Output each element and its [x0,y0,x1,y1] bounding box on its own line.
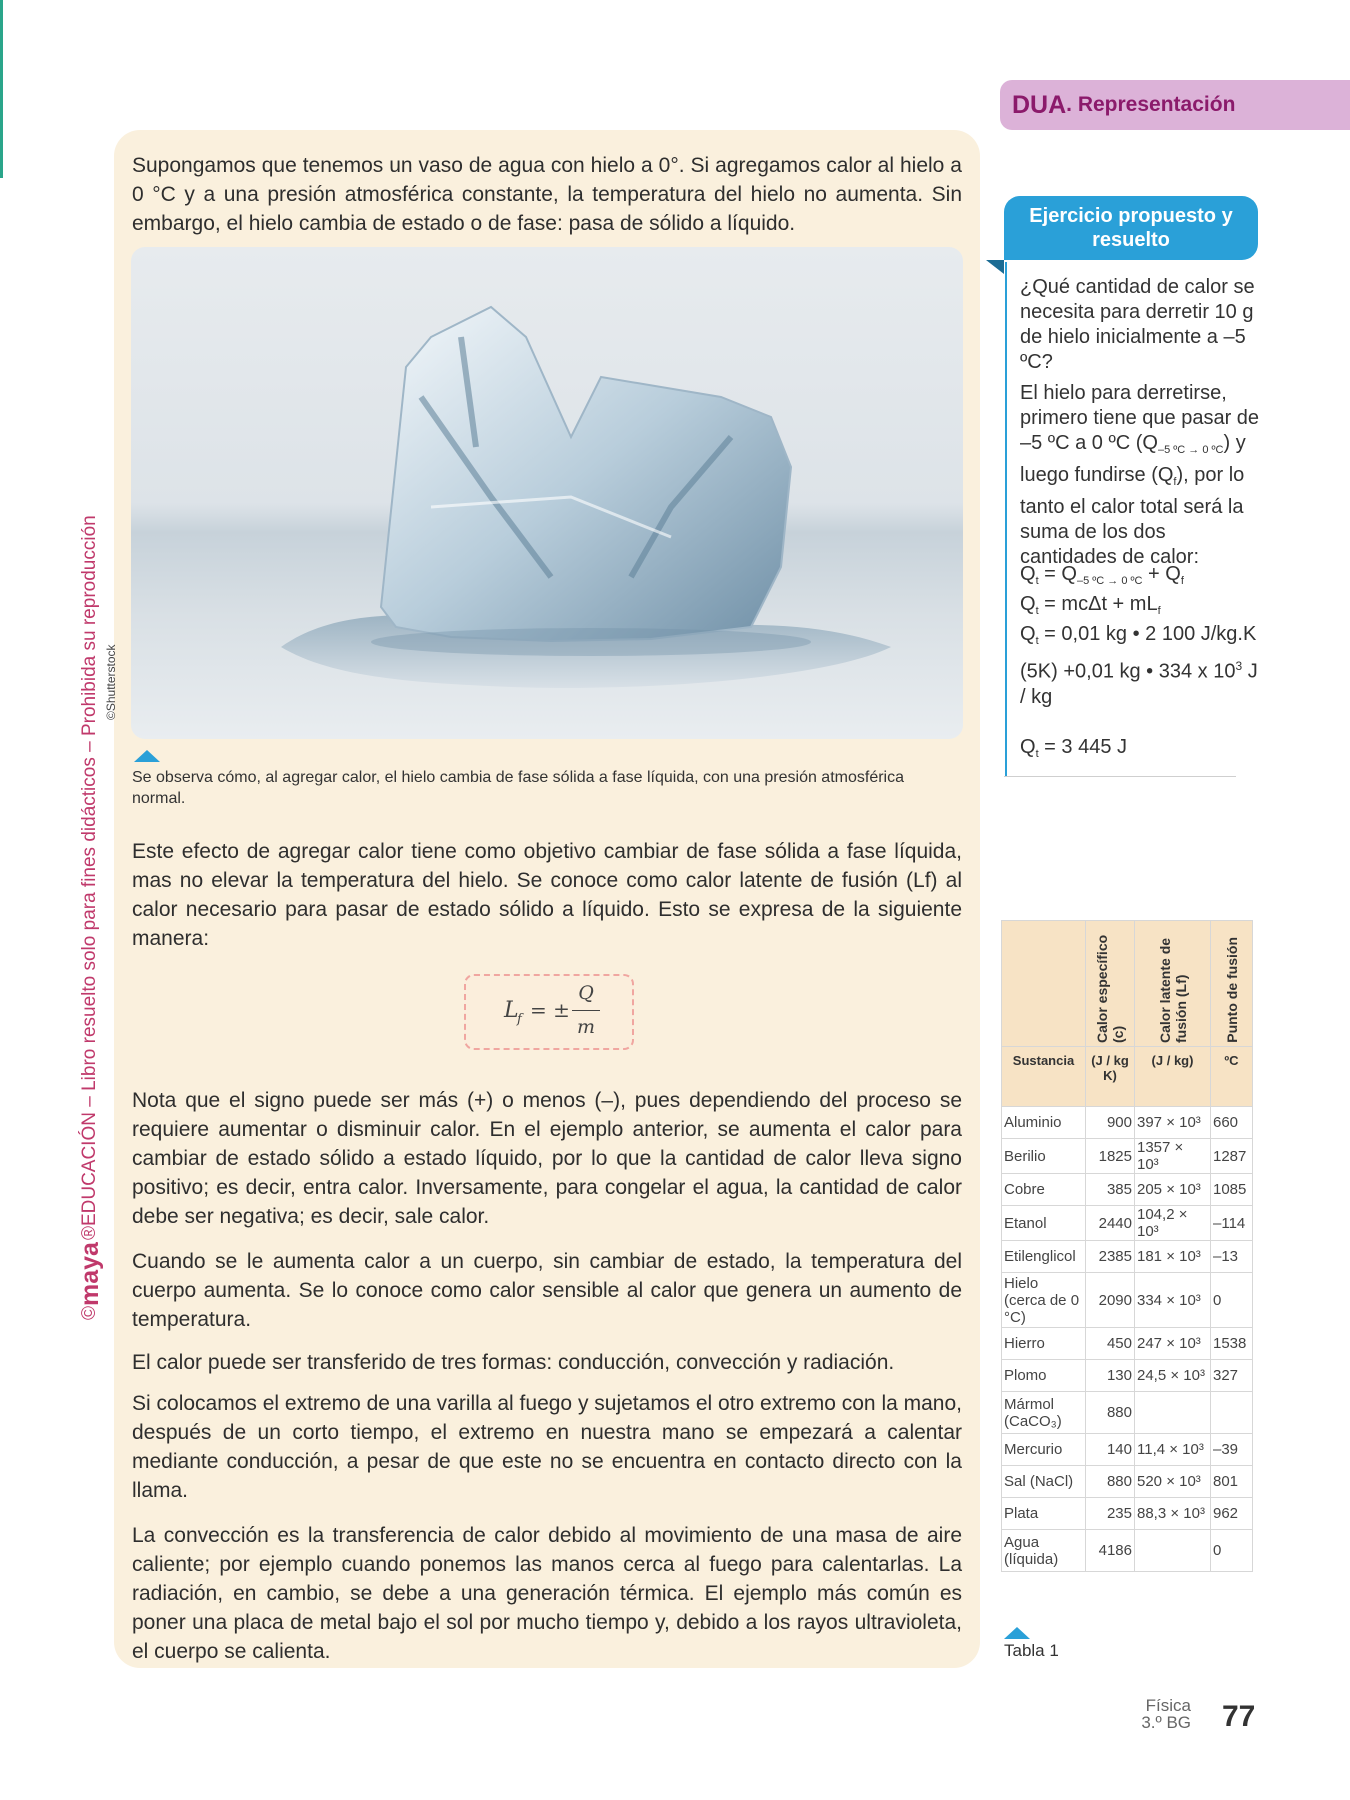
specific-heat-cell: 385 [1086,1174,1135,1206]
table-row [1002,1139,1253,1174]
caption-triangle-icon [134,750,160,762]
dua-label: DUA [1012,90,1067,119]
substance-cell: Berilio [1002,1139,1086,1174]
specific-heat-cell: 1825 [1086,1139,1135,1174]
substance-cell: Plata [1002,1498,1086,1530]
melting-point-cell: 962 [1211,1498,1253,1530]
substance-cell: Hierro [1002,1328,1086,1360]
formula-denominator: m [576,1016,596,1038]
dua-subtitle: . Representación [1066,93,1236,116]
copyright-symbol: © [79,1306,100,1320]
latent-heat-cell: 24,5 × 10³ [1135,1360,1211,1392]
melting-point-cell: 660 [1211,1107,1253,1139]
table-row [1002,1466,1253,1498]
table-caption-triangle-icon [1004,1627,1030,1639]
sign-paragraph: Nota que el signo puede ser más (+) o menos (–), pues dependiendo del proceso se requiere aumentar o disminuir calor. En el ejemplo anterior, se aumenta el calor para cambiar de estado sólido a estado líquido, por lo que la cantidad de calor lleva signo positivo; es decir, entra calor. Inversamente, para congelar el agua, la cantidad de calor debe ser negativa; es decir, sale calor. [132,1089,962,1228]
specific-heat-cell: 880 [1086,1392,1135,1434]
substance-cell: Etanol [1002,1206,1086,1241]
header-specific-heat: Calor específico (c) [1086,921,1135,1047]
footer-grade: 3.º BG [1141,1713,1191,1732]
latent-heat-formula [464,974,634,1050]
table-units-row [1002,1047,1253,1107]
ice-illustration [131,247,963,739]
melting-point-cell: 0 [1211,1530,1253,1572]
specific-heat-cell: 2090 [1086,1273,1135,1328]
fraction-bar [572,1010,600,1011]
melting-point-cell: 1085 [1211,1174,1253,1206]
substance-cell: Mármol (CaCO₃) [1002,1392,1086,1434]
melting-point-cell: –39 [1211,1434,1253,1466]
heat-properties-table [1001,920,1253,1572]
specific-heat-cell: 130 [1086,1360,1135,1392]
dua-banner [1000,80,1350,130]
unit-specific-heat: (J / kg K) [1086,1047,1135,1107]
formula-sub: f [517,1012,522,1027]
table-row [1002,1392,1253,1434]
substance-cell: Etilenglicol [1002,1241,1086,1273]
equation-total: $Q_t = Q_{-5 ºC \to 0 ºC} + Q_f$ [1020,563,1184,587]
table-row [1002,1498,1253,1530]
footer-subject-name: Física [1145,1696,1191,1715]
intro-paragraph: Supongamos que tenemos un vaso de agua con hielo a 0°. Si agregamos calor al hielo a 0 °C y a una presión atmosférica constante, la temperatura del hielo no aumenta. Sin embargo, el hielo cambia de estado o de fase: pasa de sólido a líquido. [132,154,962,235]
latent-heat-cell [1135,1392,1211,1434]
formula-eq: = ± [530,998,570,1022]
photo-caption: Se observa cómo, al agregar calor, el hielo cambia de fase sólida a fase líquida, con una presión atmosférica normal. [132,769,904,807]
side-copyright [70,460,110,1320]
substance-cell: Mercurio [1002,1434,1086,1466]
header-substance: Sustancia [1002,1047,1086,1107]
table-row [1002,1241,1253,1273]
header-blank [1002,921,1086,1047]
header-melting-point: Punto de fusión [1211,921,1253,1047]
exercise-header: Ejercicio propuesto y resuelto [1004,196,1258,260]
brand-logo: maya [75,1242,104,1306]
ice-photo [131,247,963,739]
melting-point-cell: 1287 [1211,1139,1253,1174]
table-header-row [1002,921,1253,1047]
substance-cell: Cobre [1002,1174,1086,1206]
latent-heat-cell: 520 × 10³ [1135,1466,1211,1498]
latent-heat-cell: 1357 × 10³ [1135,1139,1211,1174]
melting-point-cell: 327 [1211,1360,1253,1392]
exercise-side-line [1005,262,1007,777]
equation-expanded: $Q_t = mc\Delta t + mL_f$ [1020,593,1161,617]
table-row [1002,1273,1253,1328]
equation-substituted: $Q_t = 0,01$ kg • 2 100 J/kg.K (5K) +0,01 kg • 334 x $10^3$ J / kg [1020,623,1258,708]
latent-heat-cell [1135,1530,1211,1572]
edge-accent-bar [0,0,3,178]
table-row [1002,1360,1253,1392]
substance-cell: Hielo (cerca de 0 °C) [1002,1273,1086,1328]
sensible-heat-paragraph: Cuando se le aumenta calor a un cuerpo, sin cambiar de estado, la temperatura del cuerpo aumenta. Se lo conoce como calor sensible al calor que genera un aumento de temperatura. [132,1250,962,1331]
table-row [1002,1174,1253,1206]
copyright-text: ®EDUCACIÓN – Libro resuelto solo para fines didácticos – Prohibida su reproducción [79,515,100,1241]
specific-heat-cell: 4186 [1086,1530,1135,1572]
unit-melting-point: ºC [1211,1047,1253,1107]
specific-heat-cell: 450 [1086,1328,1135,1360]
melting-point-cell: 801 [1211,1466,1253,1498]
melting-point-cell: –13 [1211,1241,1253,1273]
substance-cell: Aluminio [1002,1107,1086,1139]
latent-heat-cell: 104,2 × 10³ [1135,1206,1211,1241]
page-number: 77 [1222,1700,1256,1733]
latent-heat-paragraph: Este efecto de agregar calor tiene como objetivo cambiar de fase sólida a fase líquida, mas no elevar la temperatura del hielo. Se conoce como calor latente de fusión (Lf) al calor necesario para pasar de estado sólido a líquido. Esto se expresa de la siguiente manera: [132,840,962,950]
specific-heat-cell: 2440 [1086,1206,1135,1241]
substance-cell: Sal (NaCl) [1002,1466,1086,1498]
latent-heat-cell: 205 × 10³ [1135,1174,1211,1206]
footer-subject [1131,1697,1191,1731]
substance-cell: Plomo [1002,1360,1086,1392]
latent-heat-cell: 397 × 10³ [1135,1107,1211,1139]
substance-cell: Agua (líquida) [1002,1530,1086,1572]
melting-point-cell: 0 [1211,1273,1253,1328]
latent-heat-cell: 11,4 × 10³ [1135,1434,1211,1466]
latent-heat-cell: 88,3 × 10³ [1135,1498,1211,1530]
specific-heat-cell: 140 [1086,1434,1135,1466]
specific-heat-cell: 880 [1086,1466,1135,1498]
unit-latent-heat: (J / kg) [1135,1047,1211,1107]
specific-heat-cell: 2385 [1086,1241,1135,1273]
exercise-explanation: El hielo para derretirse, primero tiene que pasar de –5 ºC a 0 ºC $(Q_{-5 ºC \to 0 ºC})$ y luego fundirse $(Q_f)$, por lo tanto el calor total será la suma de los dos cantidades de calor: [1020,382,1260,568]
table-row [1002,1328,1253,1360]
convection-paragraph: La convección es la transferencia de calor debido al movimiento de una masa de aire caliente; por ejemplo cuando ponemos las manos cerca al fuego para calentarlas. La radiación, en cambio, se debe a una generación térmica. El ejemplo más común es poner una placa de metal bajo el sol por mucho tiempo y, debido a los rayos ultravioleta, el cuerpo se calienta. [132,1524,962,1663]
exercise-question: ¿Qué cantidad de calor se necesita para derretir 10 g de hielo inicialmente a –5 ºC? [1020,276,1255,373]
latent-heat-cell: 247 × 10³ [1135,1328,1211,1360]
table-row [1002,1530,1253,1572]
equation-result: $Q_t = 3$ 445 J [1020,736,1128,760]
exercise-header-fold [986,260,1004,274]
latent-heat-cell: 181 × 10³ [1135,1241,1211,1273]
table-caption: Tabla 1 [1004,1641,1059,1660]
specific-heat-cell: 235 [1086,1498,1135,1530]
melting-point-cell: 1538 [1211,1328,1253,1360]
table-row [1002,1434,1253,1466]
table-row [1002,1206,1253,1241]
table-row [1002,1107,1253,1139]
melting-point-cell [1211,1392,1253,1434]
latent-heat-cell: 334 × 10³ [1135,1273,1211,1328]
formula-numerator: Q [578,982,594,1004]
melting-point-cell: –114 [1211,1206,1253,1241]
formula-lhs: L [504,998,519,1023]
transfer-forms-paragraph: El calor puede ser transferido de tres formas: conducción, convección y radiación. [132,1351,895,1374]
conduction-paragraph: Si colocamos el extremo de una varilla al fuego y sujetamos el otro extremo con la mano, después de un corto tiempo, el extremo en nuestra mano se empezará a calentar mediante conducción, a pesar de que este no se encuentra en contacto directo con la llama. [132,1392,962,1502]
photo-credit: ©Shutterstock [104,644,118,720]
header-latent-heat: Calor latente de fusión (Lf) [1135,921,1211,1047]
specific-heat-cell: 900 [1086,1107,1135,1139]
exercise-divider [1004,776,1236,777]
